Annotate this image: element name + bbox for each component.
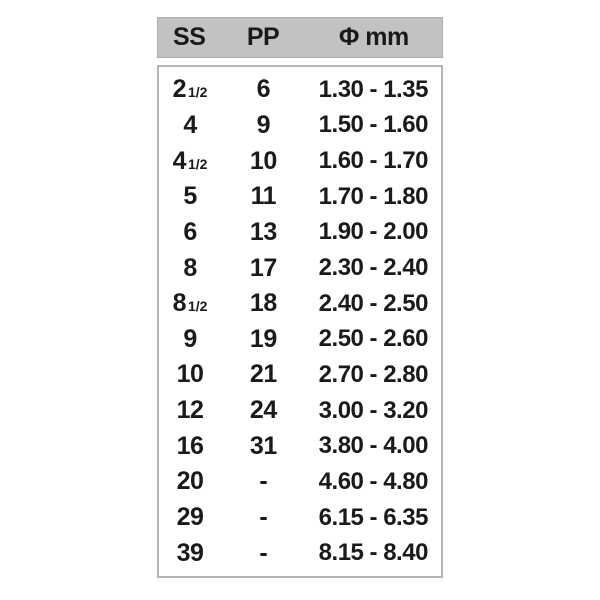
pp-value: 21 [249, 360, 277, 389]
table-row [159, 464, 441, 500]
ss-value [159, 218, 221, 247]
ss-value [159, 539, 221, 568]
table-row [159, 357, 441, 393]
table-body [157, 65, 443, 578]
table-row [159, 215, 441, 251]
table-row [159, 108, 441, 144]
table-row [159, 72, 441, 108]
mm-range: 3.80 - 4.00 [318, 432, 428, 460]
pp-value: 19 [249, 324, 277, 353]
ss-number: 10 [176, 360, 204, 389]
mm-range: 2.40 - 2.50 [318, 289, 428, 317]
table-row [159, 321, 441, 357]
pp-value: 13 [249, 217, 277, 246]
table-row [159, 393, 441, 429]
mm-range: 1.60 - 1.70 [318, 147, 428, 175]
ss-value [159, 254, 221, 283]
ss-number: 4 [172, 146, 186, 175]
mm-range: 1.70 - 1.80 [318, 182, 428, 210]
ss-value [159, 396, 221, 425]
mm-range: 6.15 - 6.35 [318, 503, 428, 531]
table-row [159, 428, 441, 464]
table-row [159, 179, 441, 215]
size-table [157, 17, 443, 578]
ss-fraction: 1/2 [187, 84, 208, 101]
header-ss: SS [173, 23, 206, 51]
pp-value: 6 [256, 75, 271, 104]
ss-number: 2 [172, 75, 186, 104]
ss-value [159, 289, 221, 318]
ss-value [159, 360, 221, 389]
ss-value [159, 325, 221, 354]
ss-number: 6 [183, 217, 197, 246]
pp-value: 31 [249, 431, 277, 460]
pp-value: 9 [256, 110, 271, 139]
ss-fraction: 1/2 [187, 298, 208, 315]
table-row [159, 143, 441, 179]
pp-value: 11 [250, 182, 277, 211]
pp-value: - [259, 538, 268, 567]
mm-range: 4.60 - 4.80 [318, 467, 428, 495]
pp-value: 24 [249, 396, 277, 425]
table-row [159, 500, 441, 536]
ss-value [159, 467, 221, 496]
table-row [159, 250, 441, 286]
mm-range: 2.70 - 2.80 [318, 360, 428, 388]
ss-number: 12 [176, 396, 204, 425]
pp-value: 10 [249, 146, 277, 175]
pp-value: - [259, 467, 268, 496]
ss-number: 8 [172, 289, 186, 318]
ss-fraction: 1/2 [187, 155, 208, 172]
ss-number: 39 [176, 538, 204, 567]
mm-range: 1.90 - 2.00 [318, 218, 428, 246]
ss-value [159, 182, 221, 211]
mm-range: 2.50 - 2.60 [318, 325, 428, 353]
ss-value [159, 503, 221, 532]
mm-range: 3.00 - 3.20 [318, 396, 428, 424]
ss-number: 4 [183, 110, 197, 139]
ss-number: 16 [176, 431, 204, 460]
ss-value [159, 111, 221, 140]
table-row [159, 286, 441, 322]
header-pp: PP [246, 23, 280, 51]
table-row [159, 535, 441, 571]
ss-number: 5 [183, 182, 197, 211]
mm-range: 1.50 - 1.60 [318, 111, 428, 139]
ss-number: 29 [176, 503, 204, 531]
ss-number: 9 [183, 324, 197, 353]
pp-value: - [259, 503, 268, 531]
ss-value [159, 147, 221, 176]
ss-number: 20 [176, 467, 204, 496]
header-mm: Φ mm [338, 23, 409, 51]
ss-value [159, 75, 221, 104]
table-header [157, 17, 443, 58]
mm-range: 1.30 - 1.35 [318, 75, 428, 103]
pp-value: 18 [249, 289, 277, 318]
ss-number: 8 [183, 253, 197, 282]
ss-value [159, 432, 221, 461]
mm-range: 8.15 - 8.40 [318, 539, 428, 567]
pp-value: 17 [249, 253, 277, 282]
mm-range: 2.30 - 2.40 [318, 254, 428, 282]
